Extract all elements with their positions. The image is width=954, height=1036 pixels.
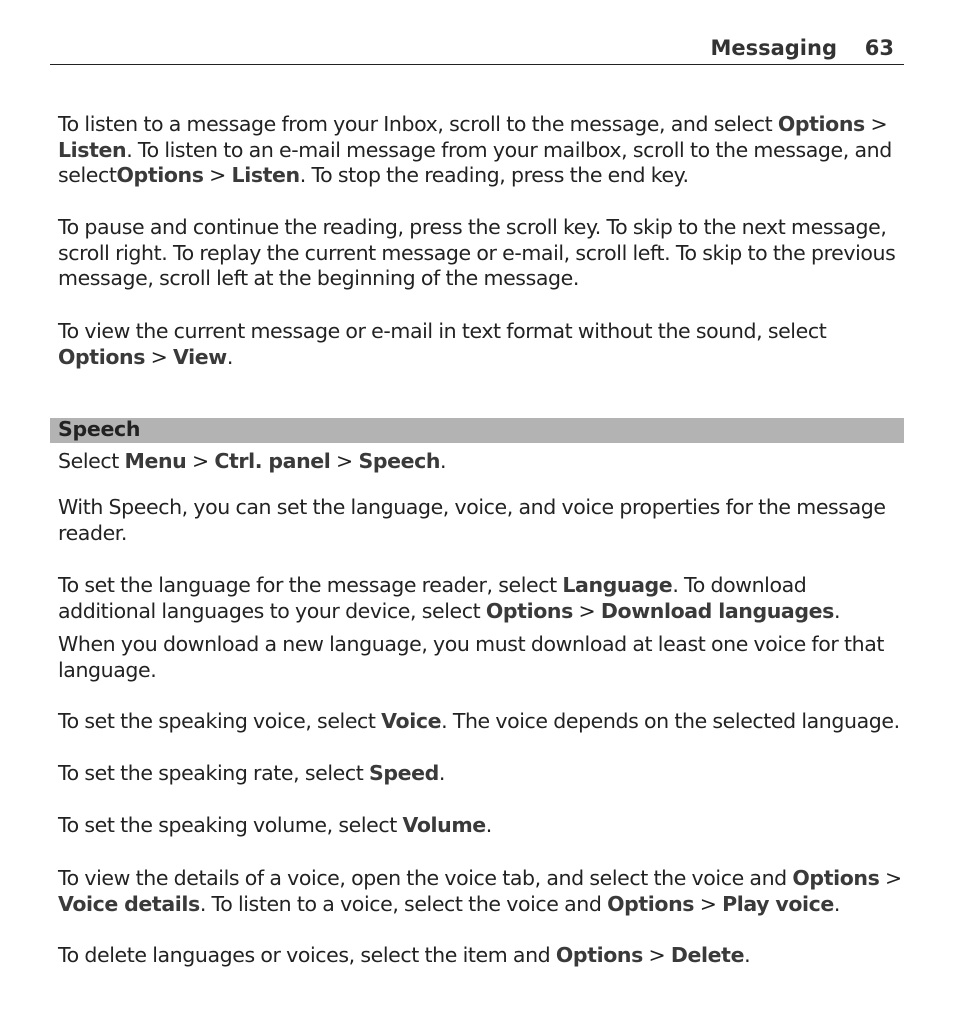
section-title: Speech [58, 417, 141, 441]
menu-path-options: Options [777, 112, 865, 136]
view-text-paragraph: To view the current message or e-mail in text format without the sound, select Options > View. [58, 319, 827, 369]
pause-paragraph: To pause and continue the reading, press the scroll key. To skip to the next message, scroll right. To replay the current message or e-mail, scroll left. To skip to the previous message, scroll left at the beginning of the message. [58, 215, 896, 290]
menu-path-speed: Speed [368, 761, 439, 785]
language-paragraph: To set the language for the message reader, select Language. To download additional languages to your device, select Options > Download languages. [58, 573, 841, 623]
menu-path-listen: Listen [231, 163, 300, 187]
menu-path-ctrl-panel: Ctrl. panel [214, 449, 331, 473]
menu-path-options: Options [485, 598, 573, 623]
menu-path-options: Options [116, 163, 204, 187]
speech-menu-path-paragraph: Select Menu > Ctrl. panel > Speech. [58, 449, 447, 473]
menu-path-download-languages: Download languages [600, 598, 834, 623]
menu-path-options: Options [58, 344, 146, 369]
menu-path-language: Language [562, 573, 673, 597]
section-heading-bar [50, 418, 904, 443]
speed-paragraph: To set the speaking rate, select Speed. [58, 761, 446, 785]
menu-path-menu: Menu [124, 449, 187, 473]
section-name: Messaging [710, 36, 837, 60]
menu-path-options: Options [792, 866, 880, 890]
listen-paragraph: To listen to a message from your Inbox, scroll to the message, and select Options > Listen. To listen to an e-mail message from your mailbox, scroll to the message, and selectOptions > Listen. To stop the reading, press the end key. [58, 112, 892, 187]
menu-path-delete: Delete [670, 943, 745, 967]
download-voice-paragraph: When you download a new language, you must download at least one voice for that language. [58, 632, 885, 682]
speech-intro-paragraph: With Speech, you can set the language, voice, and voice properties for the message reader. [58, 495, 886, 545]
menu-path-voice: Voice [381, 709, 442, 733]
volume-paragraph: To set the speaking volume, select Volume. [58, 813, 492, 837]
page-number: 63 [864, 36, 894, 60]
menu-path-volume: Volume [402, 813, 486, 837]
menu-path-options: Options [607, 891, 695, 916]
menu-path-play-voice: Play voice [722, 891, 834, 916]
voice-paragraph: To set the speaking voice, select Voice. The voice depends on the selected language. [58, 709, 900, 733]
menu-path-voice-details: Voice details [58, 891, 200, 916]
menu-path-options: Options [555, 943, 643, 967]
menu-path-speech: Speech [358, 449, 441, 473]
menu-path-listen: Listen [58, 137, 127, 162]
menu-path-view: View [173, 344, 227, 369]
voice-details-paragraph: To view the details of a voice, open the voice tab, and select the voice and Options > Voice details. To listen to a voice, select the voice and Options > Play voice. [58, 866, 902, 916]
delete-paragraph: To delete languages or voices, select the item and Options > Delete. [58, 943, 751, 967]
page-header [50, 36, 904, 65]
